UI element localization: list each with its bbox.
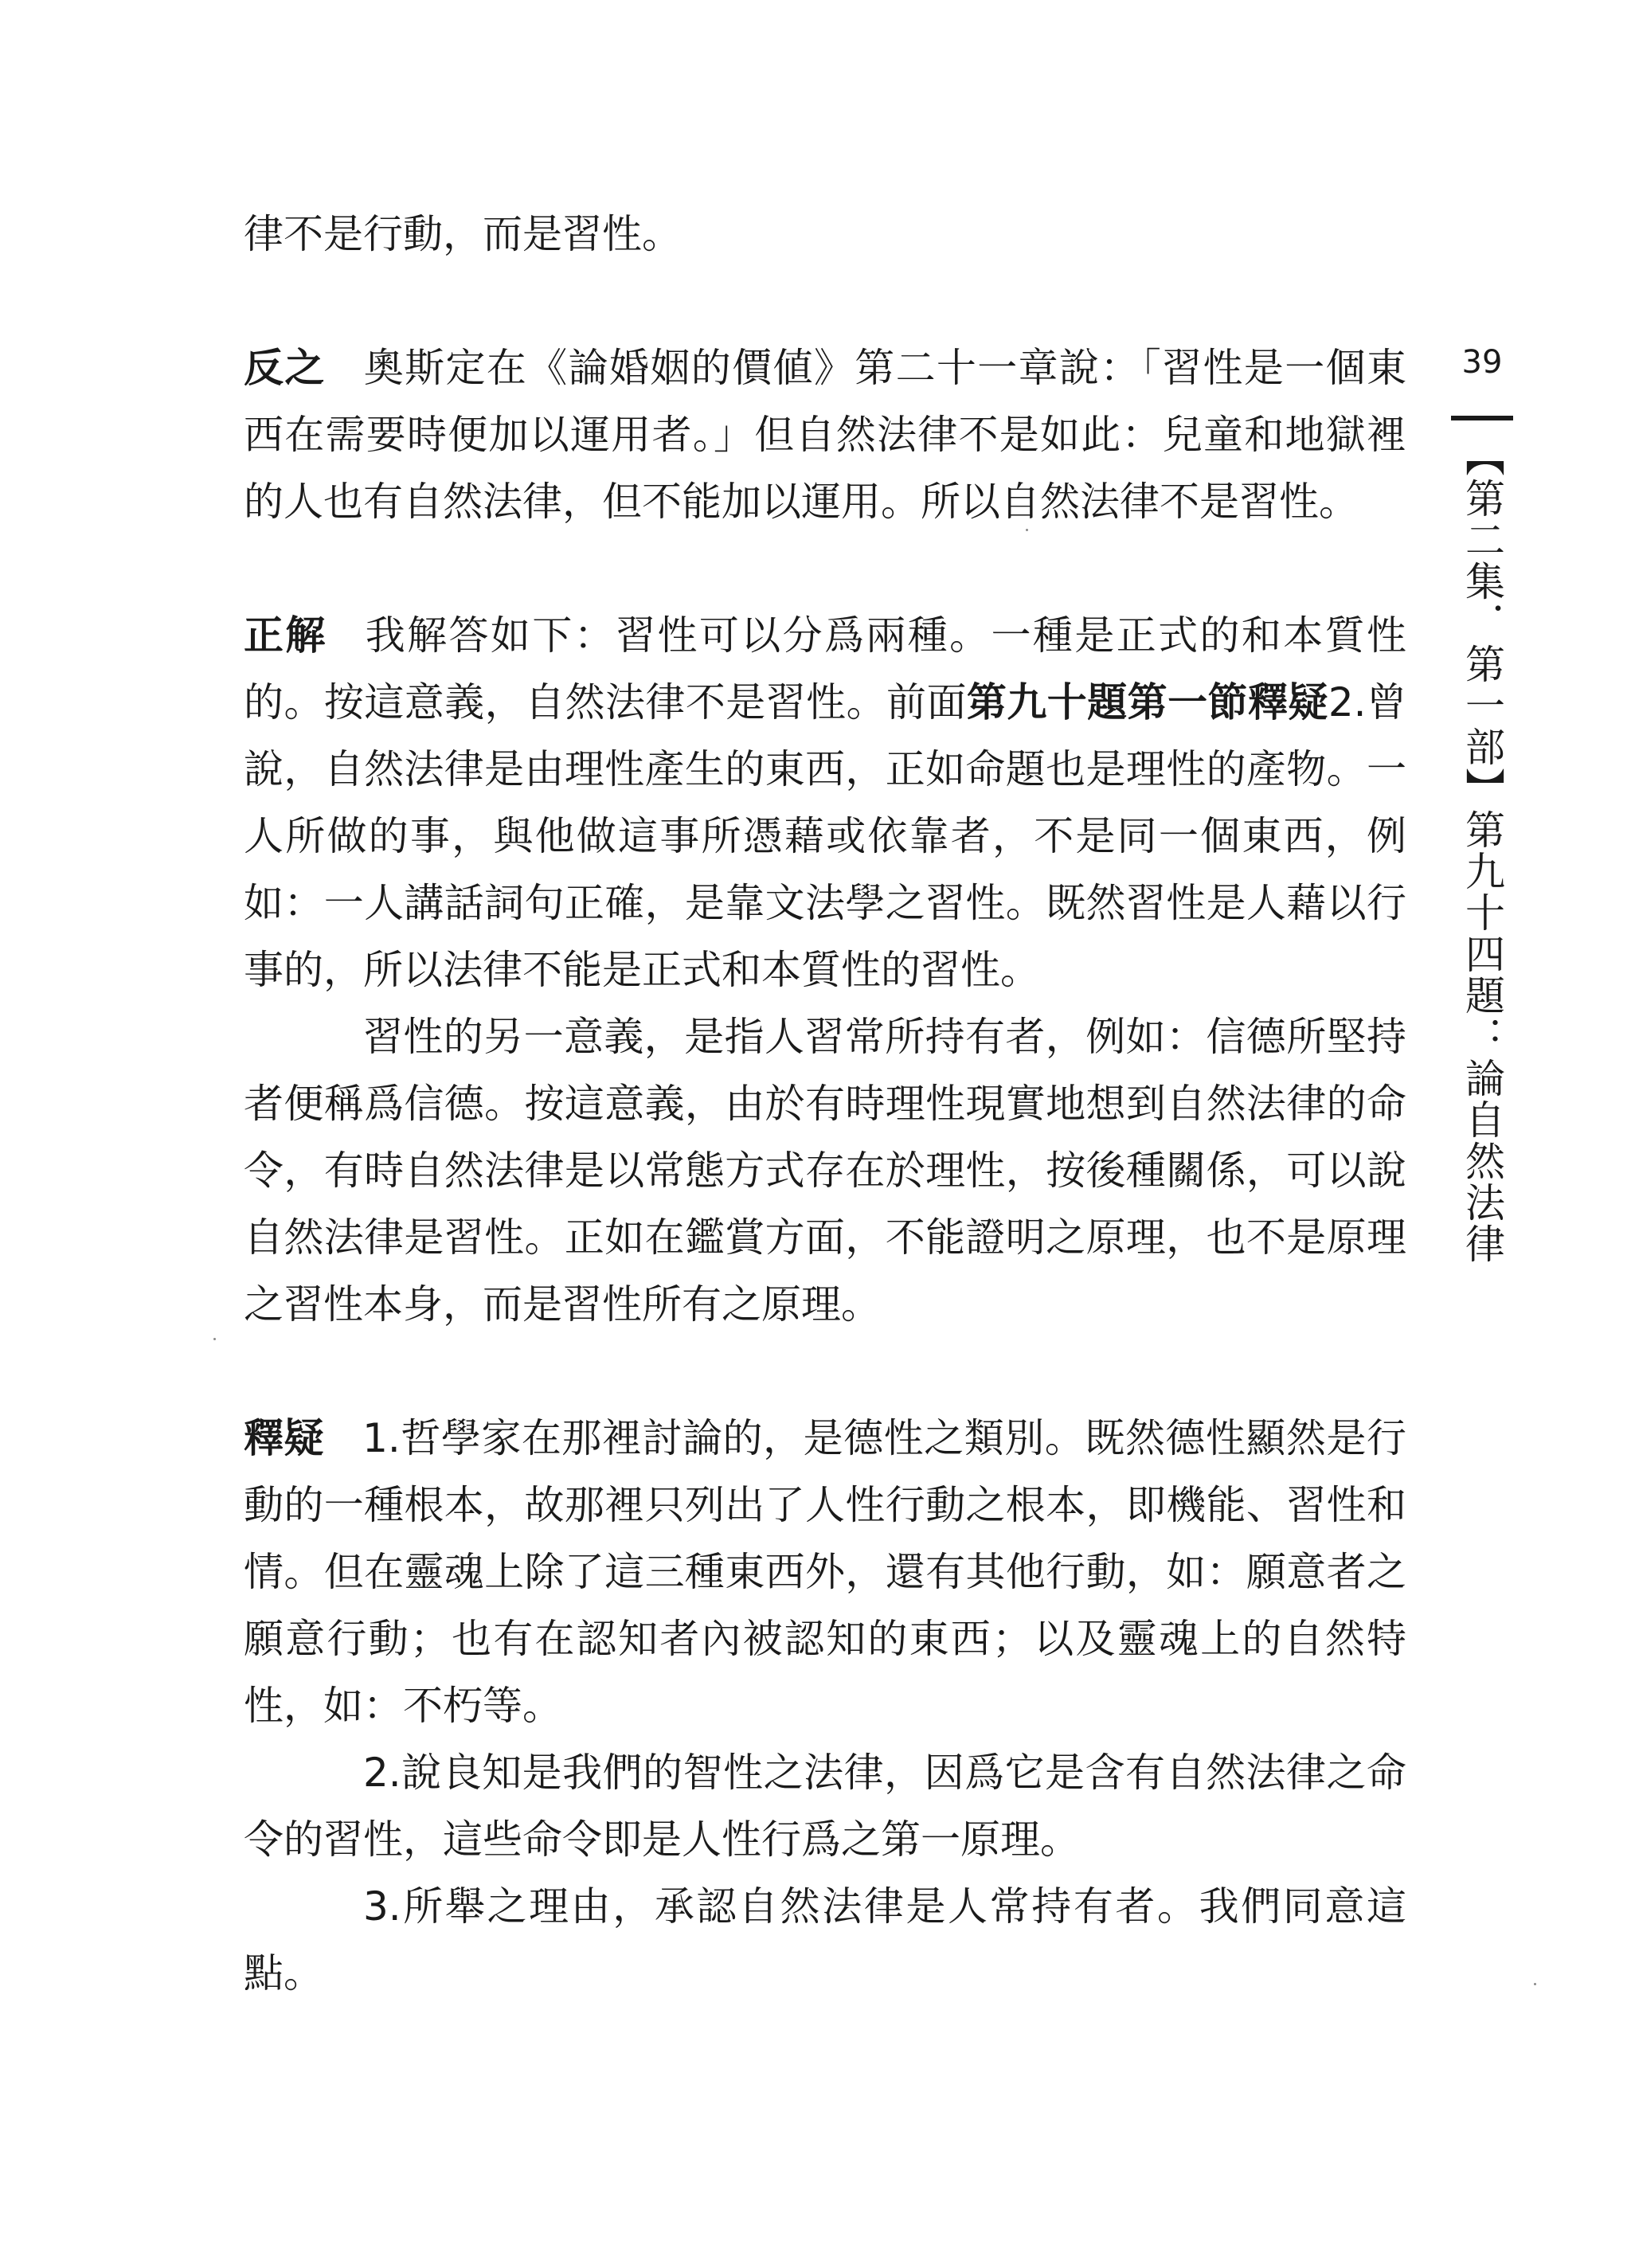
page-number: 39 [1461,344,1503,381]
cross-reference: 第九十題第一節釋疑 [966,679,1328,725]
scan-speck [1534,1983,1536,1985]
paragraph-text: 2.說良知是我們的智性之法律，因爲它是含有自然法律之命令的習性，這些命令即是人性行爲之第一原理。 [244,1750,1406,1863]
running-head: 【第二集．第一部】第九十四題：論自然法律 [1459,436,1505,1265]
scan-speck [213,1338,216,1340]
paragraph-continuation [244,201,1406,268]
paragraph-gap [244,1338,1406,1405]
paragraph-respondeo [244,602,1406,1003]
paragraph-text: 習性的另一意義，是指人習常所持有者，例如：信德所堅持者便稱爲信德。按這意義，由於有時理性現實地想到自然法律的命令，有時自然法律是以常態方式存在於理性，按後種關係，可以說自然法律是習性。正如在鑑賞方面，不能證明之原理，也不是原理之習性本身，而是習性所有之原理。 [244,1014,1406,1328]
scan-speck [1026,529,1028,531]
paragraph-replies [244,1405,1406,1739]
paragraph-reply-2 [244,1739,1406,1873]
paragraph-text: 我解答如下：習性可以分爲兩種。一種是正式的和本質性的。按這意義，自然法律不是習性。前面 [244,612,1407,725]
section-label-replies: 釋疑 [244,1415,325,1461]
paragraph-text: 2.曾說，自然法律是由理性產生的東西，正如命題也是理性的產物。一人所做的事，與他做這事所憑藉或依靠者，不是同一個東西，例如：一人講話詞句正確，是靠文法學之習性。既然習性是人藉以行事的，所以法律不能是正式和本質性的習性。 [244,679,1407,993]
paragraph-text: 3.所舉之理由，承認自然法律是人常持有者。我們同意這點。 [244,1883,1406,1996]
section-label-answer: 正解 [244,612,327,659]
paragraph-gap [244,268,1406,334]
paragraph-reply-3 [244,1873,1406,2007]
section-label-contra: 反之 [244,345,326,391]
paragraph-text: 律不是行動，而是習性。 [244,211,682,257]
paragraph-objection-sed-contra [244,334,1406,535]
main-text-column [244,201,1406,2007]
paragraph-gap [244,535,1406,602]
paragraph-second-meaning [244,1003,1406,1338]
paragraph-text: 1.哲學家在那裡討論的，是德性之類別。既然德性顯然是行動的一種根本，故那裡只列出了人性行動之根本，即機能、習性和情。但在靈魂上除了這三種東西外，還有其他行動，如：願意者之願意行動；也有在認知者內被認知的東西；以及靈魂上的自然特性，如：不朽等。 [244,1415,1406,1729]
paragraph-text: 奧斯定在《論婚姻的價値》第二十一章說：「習性是一個東西在需要時便加以運用者。」但自然法律不是如此：兒童和地獄裡的人也有自然法律，但不能加以運用。所以自然法律不是習性。 [244,345,1407,525]
header-rule [1451,416,1513,420]
